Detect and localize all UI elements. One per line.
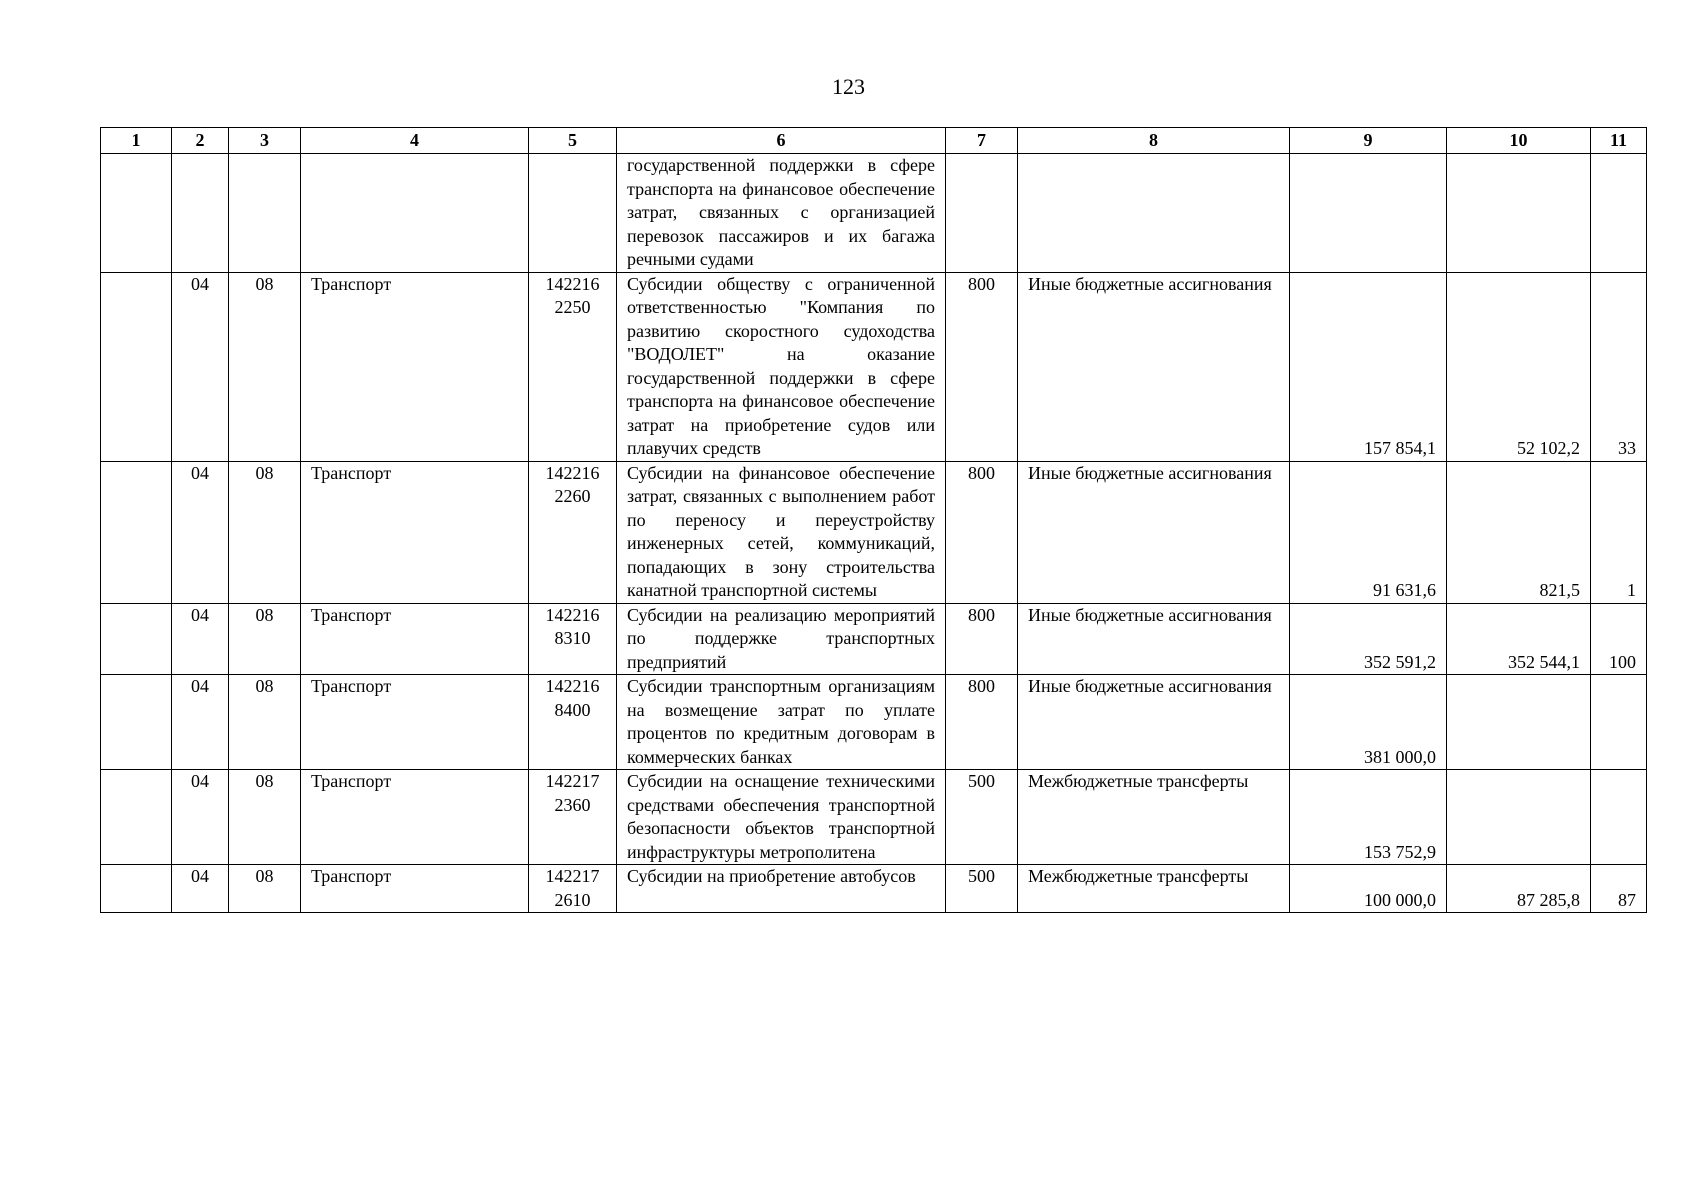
cell-expense-type-name bbox=[1018, 154, 1290, 273]
cell-section-name: Транспорт bbox=[301, 675, 529, 770]
cell-section-name: Транспорт bbox=[301, 461, 529, 603]
table-row bbox=[101, 154, 1647, 273]
cell-section: 04 bbox=[172, 865, 229, 913]
cell-planned bbox=[1290, 154, 1447, 273]
cell-subsection: 08 bbox=[229, 865, 301, 913]
cell-percent bbox=[1591, 154, 1647, 273]
cell-description: Субсидии на реализацию мероприятий по поддержке транспортных предприятий bbox=[617, 603, 946, 675]
cell-section: 04 bbox=[172, 461, 229, 603]
cell-section-name bbox=[301, 154, 529, 273]
cell-expense-type: 800 bbox=[946, 461, 1018, 603]
cell-subsection: 08 bbox=[229, 461, 301, 603]
cell-expense-type-name: Иные бюджетные ассигнования bbox=[1018, 272, 1290, 461]
column-header: 2 bbox=[172, 128, 229, 154]
cell-target-code: 142216 8400 bbox=[529, 675, 617, 770]
table-row bbox=[101, 770, 1647, 865]
cell-col1 bbox=[101, 272, 172, 461]
table-row bbox=[101, 675, 1647, 770]
cell-planned: 352 591,2 bbox=[1290, 603, 1447, 675]
cell-executed: 821,5 bbox=[1447, 461, 1591, 603]
cell-section-name: Транспорт bbox=[301, 865, 529, 913]
cell-expense-type-name: Межбюджетные трансферты bbox=[1018, 770, 1290, 865]
cell-section: 04 bbox=[172, 675, 229, 770]
cell-percent bbox=[1591, 675, 1647, 770]
cell-col1 bbox=[101, 461, 172, 603]
cell-description: Субсидии обществу с ограниченной ответственностью "Компания по развитию скоростного судоходства "ВОДОЛЕТ" на оказание государственной поддержки в сфере транспорта на финансовое обеспечение затрат на приобретение судов или плавучих средств bbox=[617, 272, 946, 461]
column-header: 4 bbox=[301, 128, 529, 154]
header-row bbox=[101, 128, 1647, 154]
cell-executed: 352 544,1 bbox=[1447, 603, 1591, 675]
cell-col1 bbox=[101, 675, 172, 770]
table-row bbox=[101, 603, 1647, 675]
cell-expense-type-name: Иные бюджетные ассигнования bbox=[1018, 461, 1290, 603]
cell-target-code: 142216 2260 bbox=[529, 461, 617, 603]
cell-percent: 87 bbox=[1591, 865, 1647, 913]
cell-section: 04 bbox=[172, 603, 229, 675]
cell-target-code: 142217 2610 bbox=[529, 865, 617, 913]
cell-section bbox=[172, 154, 229, 273]
cell-description: Субсидии на финансовое обеспечение затрат, связанных с выполнением работ по переносу и переустройству инженерных сетей, коммуникаций, попадающих в зону строительства канатной транспортной системы bbox=[617, 461, 946, 603]
cell-percent: 1 bbox=[1591, 461, 1647, 603]
column-header: 9 bbox=[1290, 128, 1447, 154]
cell-target-code: 142217 2360 bbox=[529, 770, 617, 865]
cell-col1 bbox=[101, 865, 172, 913]
cell-description: Субсидии на приобретение автобусов bbox=[617, 865, 946, 913]
cell-planned: 157 854,1 bbox=[1290, 272, 1447, 461]
cell-executed bbox=[1447, 154, 1591, 273]
cell-executed bbox=[1447, 675, 1591, 770]
cell-planned: 153 752,9 bbox=[1290, 770, 1447, 865]
cell-expense-type-name: Иные бюджетные ассигнования bbox=[1018, 603, 1290, 675]
cell-expense-type: 800 bbox=[946, 675, 1018, 770]
cell-description: государственной поддержки в сфере транспорта на финансовое обеспечение затрат, связанных с организацией перевозок пассажиров и их багажа речными судами bbox=[617, 154, 946, 273]
column-header: 7 bbox=[946, 128, 1018, 154]
page-number: 123 bbox=[832, 74, 865, 99]
cell-expense-type-name: Межбюджетные трансферты bbox=[1018, 865, 1290, 913]
cell-section-name: Транспорт bbox=[301, 272, 529, 461]
column-header: 8 bbox=[1018, 128, 1290, 154]
cell-percent: 33 bbox=[1591, 272, 1647, 461]
cell-col1 bbox=[101, 770, 172, 865]
column-header: 1 bbox=[101, 128, 172, 154]
cell-expense-type bbox=[946, 154, 1018, 273]
cell-description: Субсидии транспортным организациям на возмещение затрат по уплате процентов по кредитным договорам в коммерческих банках bbox=[617, 675, 946, 770]
cell-target-code: 142216 2250 bbox=[529, 272, 617, 461]
budget-table bbox=[100, 127, 1647, 913]
column-header: 11 bbox=[1591, 128, 1647, 154]
cell-col1 bbox=[101, 154, 172, 273]
cell-expense-type: 800 bbox=[946, 603, 1018, 675]
column-header: 5 bbox=[529, 128, 617, 154]
cell-executed bbox=[1447, 770, 1591, 865]
column-header: 6 bbox=[617, 128, 946, 154]
table-row bbox=[101, 461, 1647, 603]
cell-section: 04 bbox=[172, 770, 229, 865]
cell-description: Субсидии на оснащение техническими средствами обеспечения транспортной безопасности объектов транспортной инфраструктуры метрополитена bbox=[617, 770, 946, 865]
cell-planned: 91 631,6 bbox=[1290, 461, 1447, 603]
cell-expense-type-name: Иные бюджетные ассигнования bbox=[1018, 675, 1290, 770]
cell-executed: 52 102,2 bbox=[1447, 272, 1591, 461]
cell-percent: 100 bbox=[1591, 603, 1647, 675]
cell-executed: 87 285,8 bbox=[1447, 865, 1591, 913]
cell-section: 04 bbox=[172, 272, 229, 461]
cell-subsection bbox=[229, 154, 301, 273]
cell-section-name: Транспорт bbox=[301, 770, 529, 865]
table-row bbox=[101, 272, 1647, 461]
cell-col1 bbox=[101, 603, 172, 675]
cell-expense-type: 800 bbox=[946, 272, 1018, 461]
cell-section-name: Транспорт bbox=[301, 603, 529, 675]
cell-subsection: 08 bbox=[229, 675, 301, 770]
cell-target-code bbox=[529, 154, 617, 273]
cell-subsection: 08 bbox=[229, 272, 301, 461]
cell-percent bbox=[1591, 770, 1647, 865]
cell-subsection: 08 bbox=[229, 603, 301, 675]
cell-target-code: 142216 8310 bbox=[529, 603, 617, 675]
table-row bbox=[101, 865, 1647, 913]
column-header: 3 bbox=[229, 128, 301, 154]
cell-expense-type: 500 bbox=[946, 865, 1018, 913]
cell-subsection: 08 bbox=[229, 770, 301, 865]
column-header: 10 bbox=[1447, 128, 1591, 154]
cell-planned: 100 000,0 bbox=[1290, 865, 1447, 913]
cell-expense-type: 500 bbox=[946, 770, 1018, 865]
cell-planned: 381 000,0 bbox=[1290, 675, 1447, 770]
